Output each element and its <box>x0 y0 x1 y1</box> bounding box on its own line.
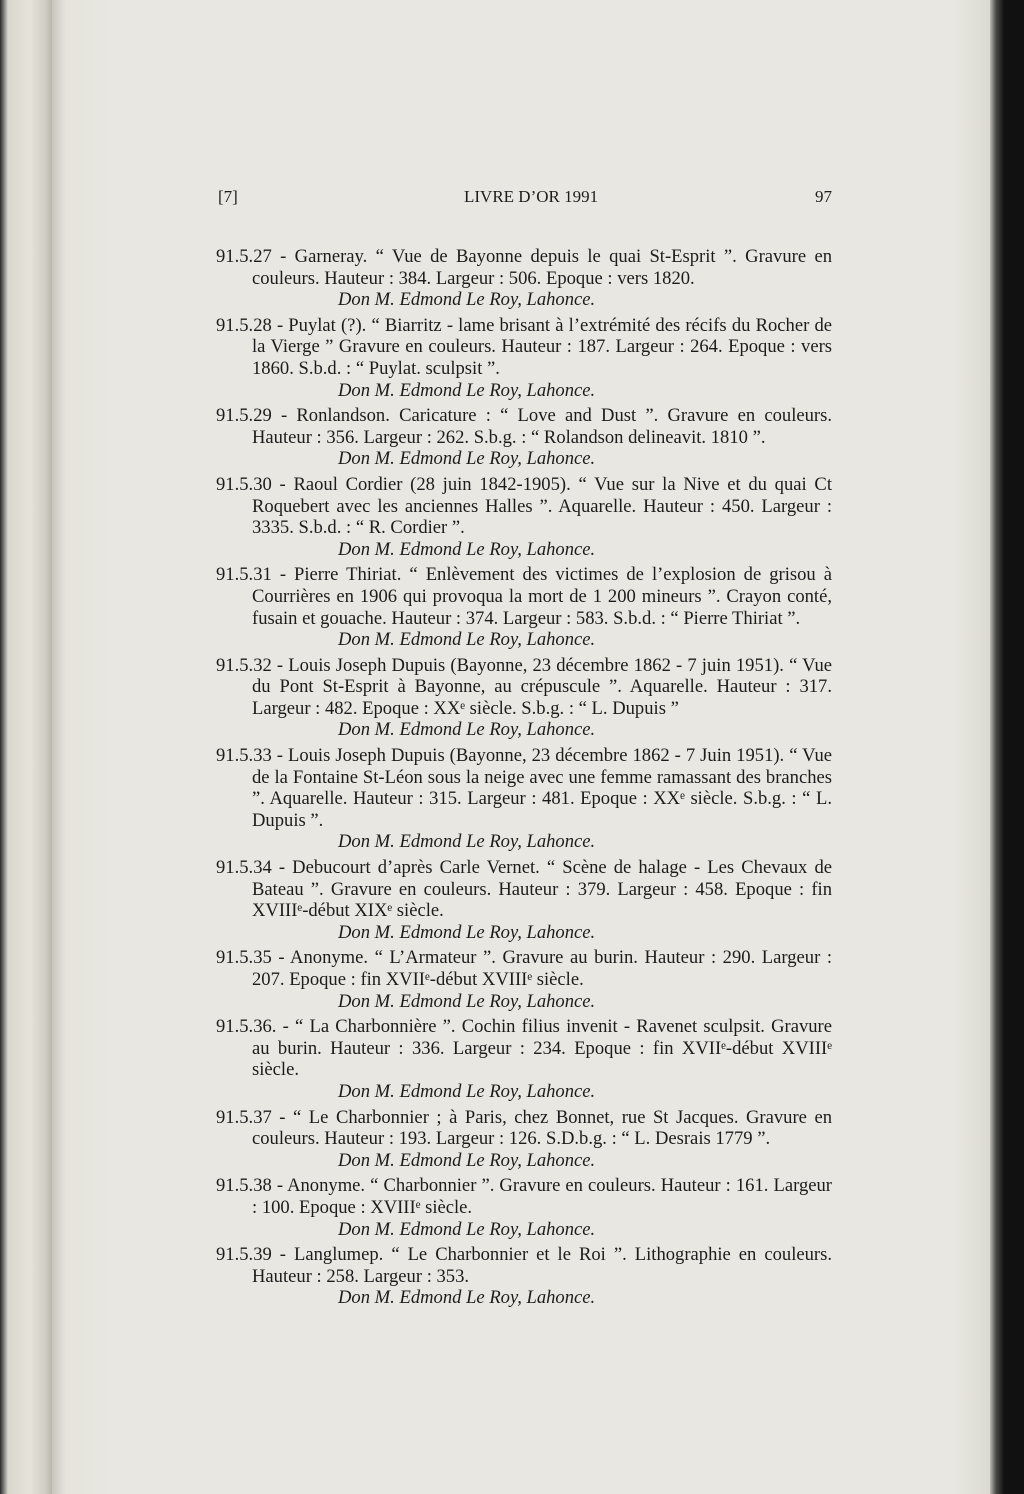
entry-text: 91.5.39 - Langlumep. “ Le Charbonnier et le Roi ”. Lithographie en couleurs. Hauteur : 258. Largeur : 353. <box>216 1244 832 1287</box>
catalog-entry <box>216 474 832 560</box>
entry-text: 91.5.27 - Garneray. “ Vue de Bayonne depuis le quai St-Esprit ”. Gravure en couleurs. Hauteur : 384. Largeur : 506. Epoque : vers 1820. <box>216 246 832 289</box>
entry-text: 91.5.36. - “ La Charbonnière ”. Cochin filius invenit - Ravenet sculpsit. Gravure au burin. Hauteur : 336. Largeur : 234. Epoque : fin XVIIᵉ-début XVIIIᵉ siècle. <box>216 1016 832 1081</box>
entry-donor: Don M. Edmond Le Roy, Lahonce. <box>338 538 596 560</box>
catalog-entry <box>216 1244 832 1309</box>
entry-donor: Don M. Edmond Le Roy, Lahonce. <box>338 1218 596 1240</box>
entry-donor: Don M. Edmond Le Roy, Lahonce. <box>338 448 596 470</box>
entry-donor: Don M. Edmond Le Roy, Lahonce. <box>338 629 596 651</box>
entry-text: 91.5.28 - Puylat (?). “ Biarritz - lame brisant à l’extrémité des récifs du Rocher de la Vierge ” Gravure en couleurs. Hauteur : 187. Largeur : 264. Epoque : vers 1860. S.b.d. : “ Puylat. sculpsit ”. <box>216 314 832 379</box>
running-title: LIVRE D’OR 1991 <box>464 187 599 206</box>
catalog-entry <box>216 564 832 650</box>
entry-donor: Don M. Edmond Le Roy, Lahonce. <box>338 990 596 1012</box>
entry-text: 91.5.31 - Pierre Thiriat. “ Enlèvement des victimes de l’explosion de grisou à Courrières en 1906 qui provoqua la mort de 1 200 mineurs ”. Crayon conté, fusain et gouache. Hauteur : 374. Largeur : 583. S.b.d. : “ Pierre Thiriat ”. <box>216 564 832 629</box>
entry-text: 91.5.32 - Louis Joseph Dupuis (Bayonne, 23 décembre 1862 - 7 juin 1951). “ Vue du Pont St-Esprit à Bayonne, au crépuscule ”. Aquarelle. Hauteur : 317. Largeur : 482. Epoque : XXᵉ siècle. S.b.g. : “ L. Dupuis ” <box>216 654 832 719</box>
entry-text: 91.5.34 - Debucourt d’après Carle Vernet. “ Scène de halage - Les Chevaux de Bateau ”. Gravure en couleurs. Hauteur : 379. Largeur : 458. Epoque : fin XVIIIᵉ-début XIXᵉ siècle. <box>216 857 832 922</box>
catalog-entry <box>216 947 832 1012</box>
entry-text: 91.5.29 - Ronlandson. Caricature : “ Love and Dust ”. Gravure en couleurs. Hauteur : 356. Largeur : 262. S.b.g. : “ Rolandson delineavit. 1810 ”. <box>216 405 832 448</box>
entry-donor: Don M. Edmond Le Roy, Lahonce. <box>338 289 596 311</box>
catalog-entry <box>216 745 832 853</box>
entry-text: 91.5.30 - Raoul Cordier (28 juin 1842-1905). “ Vue sur la Nive et du quai Ct Roquebert avec les anciennes Halles ”. Aquarelle. Hauteur : 450. Largeur : 3335. S.b.d. : “ R. Cordier ”. <box>216 473 832 539</box>
entry-text: 91.5.33 - Louis Joseph Dupuis (Bayonne, 23 décembre 1862 - 7 Juin 1951). “ Vue de la Fontaine St-Léon sous la neige avec une femme ramassant des branches ”. Aquarelle. Hauteur : 315. Largeur : 481. Epoque : XXᵉ siècle. S.b.g. : “ L. Dupuis ”. <box>216 745 832 831</box>
catalog-entry <box>216 405 832 470</box>
entry-donor: Don M. Edmond Le Roy, Lahonce. <box>338 1149 596 1171</box>
entry-text: 91.5.35 - Anonyme. “ L’Armateur ”. Gravure au burin. Hauteur : 290. Largeur : 207. Epoque : fin XVIIᵉ-début XVIIIᵉ siècle. <box>216 947 832 990</box>
catalog-entry <box>216 857 832 943</box>
left-page-edge <box>0 0 52 1494</box>
catalog-entry <box>216 246 832 311</box>
section-number: [7] <box>218 187 238 206</box>
entry-donor: Don M. Edmond Le Roy, Lahonce. <box>338 719 596 741</box>
entry-text: 91.5.38 - Anonyme. “ Charbonnier ”. Gravure en couleurs. Hauteur : 161. Largeur : 100. Epoque : XVIIIᵉ siècle. <box>216 1175 832 1218</box>
right-page-edge <box>990 0 1024 1494</box>
entry-donor: Don M. Edmond Le Roy, Lahonce. <box>338 1287 596 1309</box>
catalog-entries <box>216 246 832 1313</box>
entry-donor: Don M. Edmond Le Roy, Lahonce. <box>338 921 596 943</box>
catalog-entry <box>216 1016 832 1102</box>
catalog-entry <box>216 655 832 741</box>
entry-text: 91.5.37 - “ Le Charbonnier ; à Paris, chez Bonnet, rue St Jacques. Gravure en couleurs. Hauteur : 193. Largeur : 126. S.D.b.g. : “ L. Desrais 1779 ”. <box>216 1106 832 1150</box>
catalog-entry <box>216 1107 832 1172</box>
entry-donor: Don M. Edmond Le Roy, Lahonce. <box>338 831 596 853</box>
entry-donor: Don M. Edmond Le Roy, Lahonce. <box>338 1080 596 1102</box>
page-number: 97 <box>815 187 832 206</box>
entry-donor: Don M. Edmond Le Roy, Lahonce. <box>338 379 596 401</box>
catalog-entry <box>216 315 832 401</box>
catalog-entry <box>216 1175 832 1240</box>
